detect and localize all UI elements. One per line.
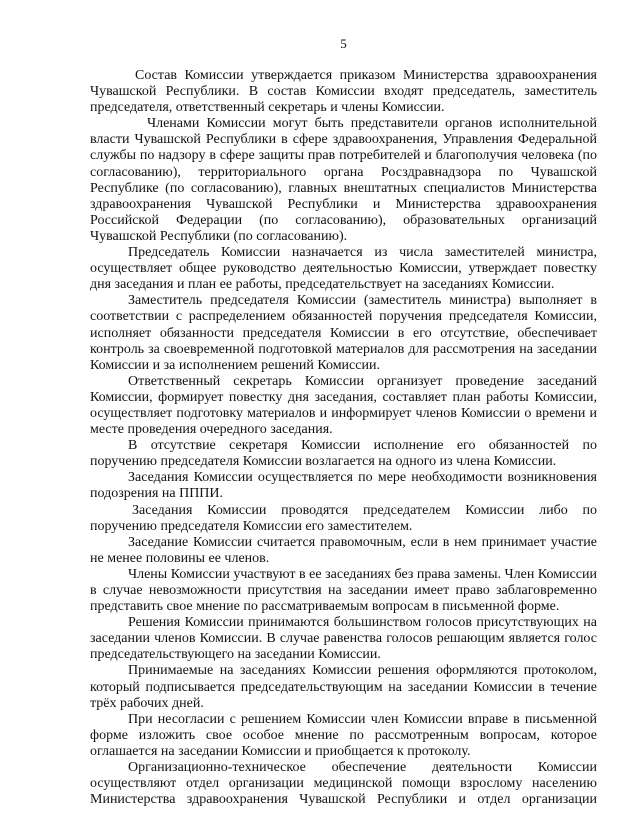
paragraph-quorum: Заседание Комиссии считается правомочным, если в нем принимает участие не менее половины ее членов.	[90, 534, 597, 566]
paragraph-members-participation: Члены Комиссии участвуют в ее заседаниях без права замены. Член Комиссии в случае невозможности присутствия на заседании имеет право заблаговременно представить свое мнение по рассматриваемым вопросам в письменной форме.	[90, 566, 597, 615]
paragraph-dissent: При несогласии с решением Комиссии член Комиссии вправе в письменной форме изложить свое особое мнение по рассмотренным вопросам, которое оглашается на заседании Комиссии и приобщается к протоколу.	[90, 711, 597, 759]
document-body	[90, 68, 597, 808]
paragraph-meetings-frequency: Заседания Комиссии осуществляется по мере необходимости возникновения подозрения на ПППИ.	[90, 470, 597, 502]
paragraph-chairman: Председатель Комиссии назначается из числа заместителей министра, осуществляет общее руководство деятельностью Комиссии, утверждает повестку дня заседания и план ее работы, председательствует на заседаниях Комиссии.	[90, 245, 597, 293]
paragraph-commission-members: Членами Комиссии могут быть представители органов исполнительной власти Чувашской Республики в сфере здравоохранения, Управления Федеральной службы по надзору в сфере защиты прав потребителей и благополучия человека (по согласованию), территориального органа Росздравнадзора по Чувашской Республике (по согласованию), главных внештатных специалистов Министерства здравоохранения Чувашской Республики и Министерства здравоохранения Российской Федерации (по согласованию), образовательных организаций Чувашской Республики (по согласованию).	[90, 116, 597, 244]
page-number: 5	[340, 36, 347, 51]
paragraph-protocol: Принимаемые на заседаниях Комиссии решения оформляются протоколом, который подписывается председательствующим на заседании Комиссии в течение трёх рабочих дней.	[90, 663, 597, 711]
paragraph-meetings-conducted: Заседания Комиссии проводятся председателем Комиссии либо по поручению председателя Комиссии его заместителем.	[90, 502, 597, 534]
paragraph-deputy-chairman: Заместитель председателя Комиссии (заместитель министра) выполняет в соответствии с распределением обязанностей поручения председателя Комиссии, исполняет обязанности председателя Комиссии в его отсутствие, обеспечивает контроль за своевременной подготовкой материалов для рассмотрения на заседании Комиссии и за исполнением решений Комиссии.	[90, 293, 597, 373]
paragraph-organizational-support: Организационно-техническое обеспечение деятельности Комиссии осуществляют отдел организации медицинской помощи взрослому населению Министерства здравоохранения Чувашской Республики и отдел организации	[90, 760, 597, 808]
paragraph-decisions: Решения Комиссии принимаются большинством голосов присутствующих на заседании членов Комиссии. В случае равенства голосов решающим является голос председательствующего на заседании Комиссии.	[90, 615, 597, 663]
paragraph-commission-composition: Состав Комиссии утверждается приказом Министерства здравоохранения Чувашской Республики. В состав Комиссии входят председатель, заместитель председателя, ответственный секретарь и члены Комиссии.	[90, 68, 597, 116]
paragraph-secretary-absence: В отсутствие секретаря Комиссии исполнение его обязанностей по поручению председателя Комиссии возлагается на одного из члена Комиссии.	[90, 438, 597, 470]
paragraph-secretary: Ответственный секретарь Комиссии организует проведение заседаний Комиссии, формирует повестку дня заседания, составляет план работы Комиссии, осуществляет подготовку материалов и информирует членов Комиссии о времени и месте проведения очередного заседания.	[90, 373, 597, 438]
